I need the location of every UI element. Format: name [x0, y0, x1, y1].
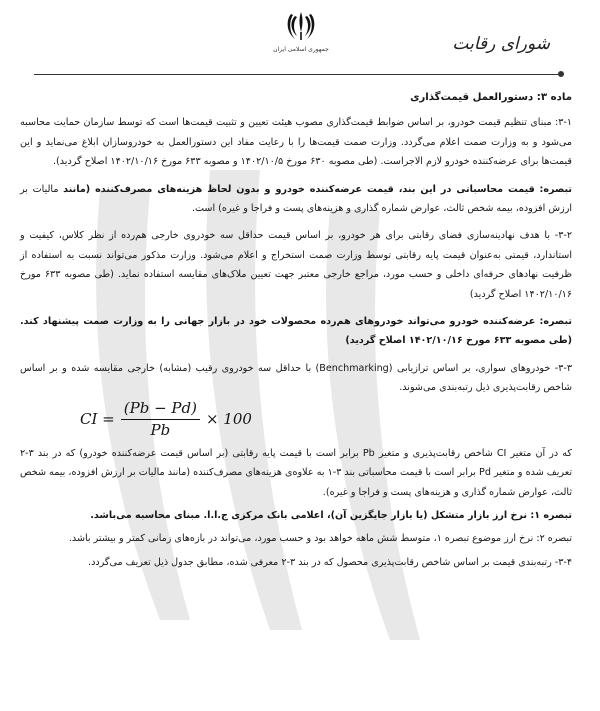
note-4: تبصره ۲: نرخ ارز موضوع تبصره ۱، متوسط شش ماهه خواهد بود و حسب مورد، می‌تواند در بازه‌های زمانی کمتر و بیشتر باشد.: [68, 533, 572, 545]
formula-explanation: که در آن متغیر CI شاخص رقابت‌پذیری و متغیر Pb برابر است با قیمت پایه رقابتی (بر اساس قیمت عرضه‌کننده خودرو) که در بند ۳-۲ تعریف شده و متغیر Pd برابر است با قیمت محاسباتی بند ۳-۱ به علاوه‌ی هزینه‌های مصرف‌کننده (مانند مالیات بر ارزش افزوده، بیمه شخص ثالث، عوارض شماره گذاری و هزینه‌های پست و فراجا و غیره).: [20, 447, 572, 498]
note-1: [20, 180, 572, 219]
clause-3-2: ۳-۲- با هدف نهادینه‌سازی فضای رقابتی برای هر خودرو، بر اساس قیمت حداقل سه خودروی خارجی هم‌رده از نظر کلاس، کیفیت و استاندارد، قیمتی به‌عنوان قیمت پایه رقابتی توسط وزارت صمت استخراج و اعلام می‌شود. وزارت مذکور می‌تواند نسبت به استفاده از ظرفیت نهادهای حرفه‌ای داخلی و حسب مورد، مراجع خارجی معتبر جهت تعیین ملاک‌های مقایسه استفاده نماید. (طی مصوبه ۶۳۳ مورخ ۱۴۰۲/۱۰/۱۶ اصلاح گردید): [20, 230, 572, 300]
document-body: [20, 88, 572, 572]
council-logo-text: شورای رقابت: [452, 34, 550, 54]
iran-emblem-icon: [286, 10, 316, 42]
letterhead: [0, 0, 600, 92]
clause-3-3: ۳-۳- خودروهای سواری، بر اساس ترازیابی (Benchmarking) با حداقل سه خودروی رقیب (مشابه) خارجی مقایسه شده و بر اساس شاخص رقابت‌پذیری ذیل رتبه‌بندی می‌شوند.: [20, 362, 572, 394]
formula-lhs: CI =: [80, 409, 115, 428]
note-1-rest: مالیات بر ارزش افزوده، بیمه شخص ثالث، عوارض شماره گذاری و هزینه‌های پست و فراجا و غیره) است.: [20, 183, 572, 215]
formula-numerator: (Pb − Pd): [121, 399, 200, 420]
formula-denominator: Pb: [150, 421, 171, 440]
clause-3-4: ۳-۴- رتبه‌بندی قیمت بر اساس شاخص رقابت‌پذیری محصول که در بند ۳-۲ معرفی شده، مطابق جدول ذیل تعریف می‌گردد.: [88, 556, 572, 568]
note-2: تبصره: عرضه‌کننده خودرو می‌تواند خودروهای هم‌رده محصولات خود در بازار جهانی را به وزارت صمت پیشنهاد کند. (طی مصوبه ۶۳۳ مورخ ۱۴۰۲/۱۰/۱۶ اصلاح گردید): [20, 316, 572, 347]
note-3: تبصره ۱: نرخ ارز بازار متشکل (یا بازار جایگزین آن)، اعلامی بانک مرکزی ج.ا.ا. مبنای محاسبه می‌باشد.: [90, 509, 572, 521]
formula-fraction: [121, 399, 200, 441]
competitiveness-formula: [80, 400, 572, 440]
note-1-bold: قیمت محاسباتی در این بند، قیمت عرضه‌کننده خودرو و بدون لحاظ هزینه‌های مصرف‌کننده (مانند: [63, 183, 535, 195]
header-divider: [34, 74, 564, 75]
note-1-label: تبصره:: [539, 183, 572, 195]
formula-multiplier: × 100: [205, 409, 252, 428]
article-title: ماده ۳: دستورالعمل قیمت‌گذاری: [410, 92, 572, 103]
clause-3-1: ۳-۱: مبنای تنظیم قیمت خودرو، بر اساس ضوابط قیمت‌گذاری مصوب هیئت تعیین و تثبیت قیمت‌ها است که توسط سازمان حمایت محاسبه می‌شود و به وزارت صمت اعلام می‌گردد. وزارت صمت قیمت‌ها را با رعایت مفاد این دستورالعمل به خودروسازان ابلاغ می‌نماید و این قیمت‌ها برای عرضه‌کننده خودرو لازم الاجراست. (طی مصوبه ۶۳۰ مورخ ۱۴۰۲/۱۰/۵ و مصوبه ۶۳۳ مورخ ۱۴۰۲/۱۰/۱۶ اصلاح گردید).: [20, 117, 572, 168]
emblem-caption: جمهوری اسلامی ایران: [273, 46, 329, 53]
